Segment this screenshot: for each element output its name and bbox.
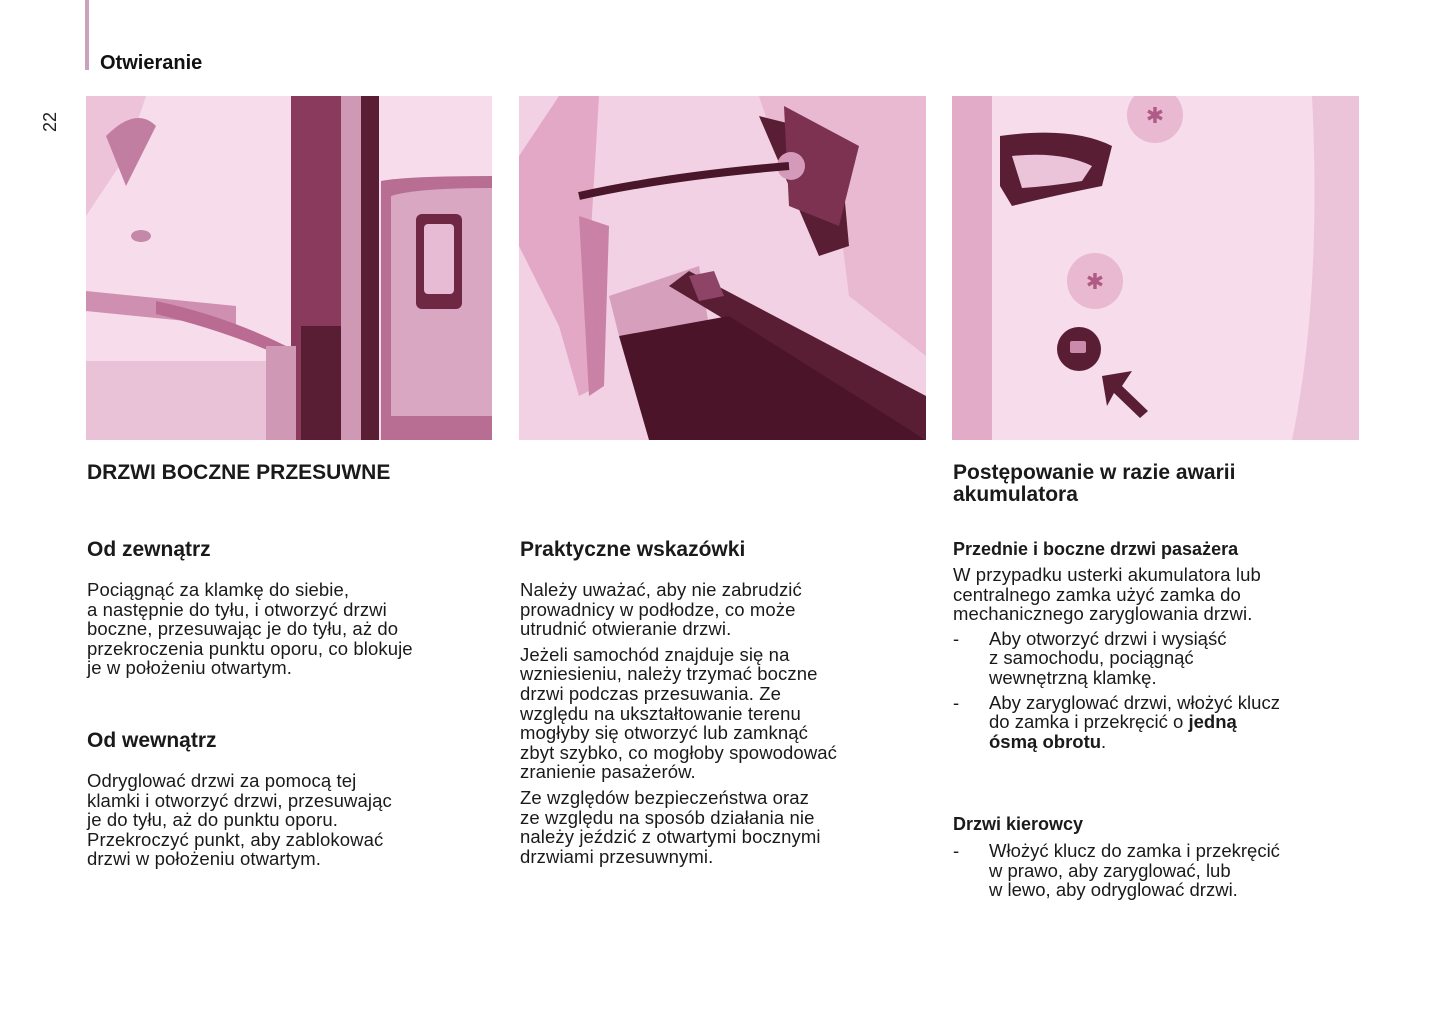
figure-1-illustration (86, 96, 492, 440)
bullet-dash: - (953, 840, 960, 861)
text-line: Aby otworzyć drzwi i wysiąść (989, 627, 1227, 649)
text-line: a następnie do tyłu, i otworzyć drzwi (87, 598, 387, 620)
text-line: prowadnicy w podłodze, co może (520, 598, 796, 620)
column-sliding-door (87, 462, 497, 484)
title-sliding-door: DRZWI BOCZNE PRZESUWNE (87, 461, 391, 484)
text-line: Należy uważać, aby nie zabrudzić (520, 579, 802, 600)
text-line: wewnętrzną klamkę. (989, 666, 1157, 688)
title-battery-failure-1: Postępowanie w razie awarii (953, 461, 1236, 484)
text-line: boczne, przesuwając je do tyłu, aż do (87, 618, 399, 640)
text-line: Przekroczyć punkt, aby zablokować (87, 828, 384, 850)
figure-floor-rail (519, 96, 926, 440)
heading-inside: Od wewnątrz (87, 729, 217, 752)
text-line: drzwi w położeniu otwartym. (87, 848, 322, 870)
text-line: Aby zaryglować drzwi, włożyć klucz (989, 691, 1280, 713)
text-line: klamki i otworzyć drzwi, przesuwając (87, 789, 392, 811)
section-inside (87, 729, 497, 869)
text-bold: ósmą obrotu (989, 730, 1102, 752)
section-label: Otwieranie (100, 52, 203, 74)
text-line: zranienie pasażerów. (520, 761, 696, 783)
section-passenger-doors (953, 539, 1363, 751)
bullet-dash: - (953, 627, 960, 649)
text-line: Jeżeli samochód znajduje się na (520, 643, 790, 665)
figure-manual-lock (952, 96, 1359, 440)
text-line: drzwi podczas przesuwania. Ze (520, 682, 781, 704)
text-line: ze względu na sposób działania nie (520, 806, 815, 828)
page-number (40, 92, 61, 132)
section-battery-failure (953, 462, 1363, 506)
text-line: Ze względów bezpieczeństwa oraz (520, 786, 809, 808)
bullet-dash: - (953, 691, 960, 713)
text-line: Włożyć klucz do zamka i przekręcić (989, 840, 1280, 861)
section-outside (87, 538, 497, 678)
heading-tips: Praktyczne wskazówki (520, 538, 746, 561)
text-line: względu na ukształtowanie terenu (520, 702, 801, 724)
text-line: Odryglować drzwi za pomocą tej (87, 770, 357, 791)
text-line: mogłyby się otworzyć lub zamknąć (520, 722, 808, 744)
bullet-driver-key (953, 841, 1363, 900)
accent-bar (85, 0, 89, 70)
section-tips (520, 538, 930, 866)
text-line: mechanicznego zaryglowania drzwi. (953, 603, 1253, 625)
svg-text:✱: ✱ (1085, 270, 1105, 295)
text-line: Pociągnąć za klamkę do siebie, (87, 579, 350, 600)
text-line: W przypadku usterki akumulatora lub (953, 564, 1261, 585)
text-line: należy jeździć z otwartymi bocznymi (520, 826, 821, 848)
text-line: zbyt szybko, co mogłoby spowodować (520, 741, 838, 763)
text-line: drzwiami przesuwnymi. (520, 845, 714, 867)
bullet-open-door (953, 629, 1363, 688)
figure-2-illustration (519, 96, 926, 440)
text-fragment: do zamka i przekręcić o (989, 711, 1189, 733)
heading-outside: Od zewnątrz (87, 538, 211, 561)
svg-text:✱: ✱ (1145, 104, 1165, 129)
text-line: centralnego zamka użyć zamka do (953, 583, 1241, 605)
text-line: przekroczenia punktu oporu, co blokuje (87, 637, 413, 659)
text-line: w prawo, aby zaryglować, lub (989, 859, 1231, 881)
section-driver-door (953, 814, 1363, 900)
figure-sliding-door-exterior (86, 96, 492, 440)
text-bold: jedną (1188, 711, 1237, 733)
page-number-text: 22 (40, 111, 60, 132)
text-line: je w położeniu otwartym. (87, 657, 292, 679)
text-line: wzniesieniu, należy trzymać boczne (520, 663, 818, 685)
figure-3-illustration (952, 96, 1359, 440)
heading-passenger-doors: Przednie i boczne drzwi pasażera (953, 539, 1239, 559)
text-line: utrudnić otwieranie drzwi. (520, 618, 732, 640)
text-line: z samochodu, pociągnąć (989, 647, 1194, 669)
text-fragment: . (1101, 730, 1107, 752)
text-line: je do tyłu, aż do punktu oporu. (87, 809, 338, 831)
bullet-lock-door (953, 693, 1363, 752)
text-line: w lewo, aby odryglować drzwi. (989, 879, 1238, 901)
title-battery-failure-2: akumulatora (953, 483, 1078, 506)
heading-driver-door: Drzwi kierowcy (953, 814, 1084, 834)
